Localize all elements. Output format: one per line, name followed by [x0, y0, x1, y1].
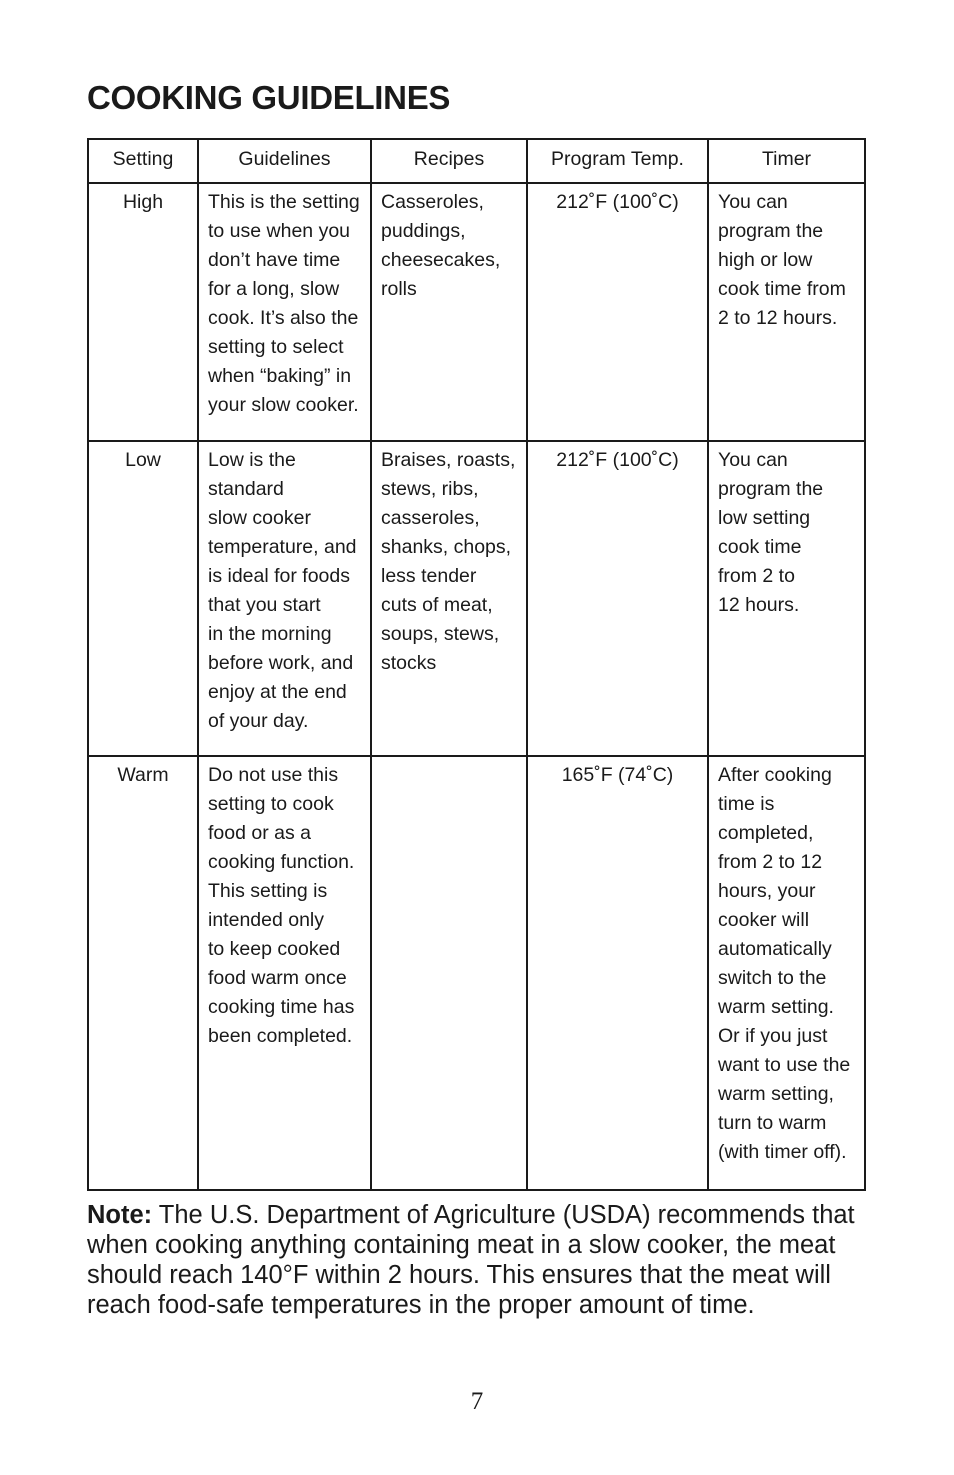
- cell-line: stocks: [381, 652, 437, 674]
- cell-line: temperature, and: [208, 536, 357, 558]
- cell-line: switch to the: [718, 967, 827, 989]
- header-program-temp: Program Temp.: [527, 139, 708, 183]
- cell-line: that you start: [208, 594, 321, 616]
- cell-line: Low is the: [208, 449, 296, 471]
- cell-line: cook time from: [718, 278, 846, 300]
- cell-line: rolls: [381, 278, 417, 300]
- program-temp-cell: 212˚F (100˚C): [527, 183, 708, 441]
- cell-line: You can: [718, 449, 788, 471]
- cell-line: when “baking” in: [208, 365, 352, 387]
- cell-line: 2 to 12 hours.: [718, 307, 838, 329]
- cell-line: from 2 to: [718, 565, 795, 587]
- cell-line: hours, your: [718, 880, 816, 902]
- header-guidelines: Guidelines: [198, 139, 371, 183]
- page-number: 7: [470, 1388, 484, 1415]
- cell-line: cooking time has: [208, 996, 355, 1018]
- cell-line: cook. It’s also the: [208, 307, 359, 329]
- timer-cell: [708, 441, 865, 756]
- header-recipes: Recipes: [371, 139, 527, 183]
- note-label: Note:: [87, 1201, 153, 1229]
- cell-line: cooker will: [718, 909, 810, 931]
- usda-note: [87, 1200, 877, 1320]
- cell-line: program the: [718, 220, 824, 242]
- cell-line: your slow cooker.: [208, 394, 359, 416]
- recipes-cell: [371, 441, 527, 756]
- cell-line: setting to cook: [208, 793, 334, 815]
- cell-line: You can: [718, 191, 788, 213]
- cell-line: program the: [718, 478, 824, 500]
- table-row: [88, 183, 865, 441]
- table-row: [88, 756, 865, 1190]
- header-timer: Timer: [708, 139, 865, 183]
- cell-line: in the morning: [208, 623, 332, 645]
- cell-line: enjoy at the end: [208, 681, 347, 703]
- cell-line: to keep cooked: [208, 938, 341, 960]
- cell-line: Do not use this: [208, 764, 339, 786]
- guidelines-cell: [198, 756, 371, 1190]
- guidelines-cell: [198, 441, 371, 756]
- setting-cell: High: [88, 183, 198, 441]
- cell-line: stews, ribs,: [381, 478, 479, 500]
- cell-line: 12 hours.: [718, 594, 800, 616]
- cell-line: low setting: [718, 507, 811, 529]
- cell-line: to use when you: [208, 220, 351, 242]
- recipes-cell: [371, 756, 527, 1190]
- cell-line: from 2 to 12: [718, 851, 823, 873]
- program-temp-cell: 212˚F (100˚C): [527, 441, 708, 756]
- guidelines-cell: [198, 183, 371, 441]
- cell-line: food or as a: [208, 822, 311, 844]
- cell-line: been completed.: [208, 1025, 353, 1047]
- table-row: [88, 441, 865, 756]
- cell-line: warm setting,: [718, 1083, 834, 1105]
- cell-line: time is: [718, 793, 775, 815]
- page-title: COOKING GUIDELINES: [87, 79, 451, 116]
- cell-line: (with timer off).: [718, 1141, 847, 1163]
- note-text: The U.S. Department of Agriculture (USDA) recommends that when cooking anything containing meat in a slow cooker, the meat should reach 140°F within 2 hours. This ensures that the meat will reach food-safe temperatures in the proper amount of time.: [87, 1201, 855, 1319]
- cell-line: setting to select: [208, 336, 344, 358]
- program-temp-cell: 165˚F (74˚C): [527, 756, 708, 1190]
- cell-line: soups, stews,: [381, 623, 500, 645]
- cell-line: This is the setting: [208, 191, 360, 213]
- cell-line: slow cooker: [208, 507, 311, 529]
- header-setting: Setting: [88, 139, 198, 183]
- setting-cell: Warm: [88, 756, 198, 1190]
- cell-line: cook time: [718, 536, 802, 558]
- cell-line: don’t have time: [208, 249, 341, 271]
- cell-line: automatically: [718, 938, 832, 960]
- cell-line: less tender: [381, 565, 477, 587]
- cell-line: want to use the: [718, 1054, 851, 1076]
- table-header-row: [88, 139, 865, 183]
- cell-line: casseroles,: [381, 507, 480, 529]
- cell-line: food warm once: [208, 967, 347, 989]
- cell-line: turn to warm: [718, 1112, 827, 1134]
- cell-line: Or if you just: [718, 1025, 828, 1047]
- cell-line: cheesecakes,: [381, 249, 501, 271]
- cell-line: cuts of meat,: [381, 594, 493, 616]
- setting-cell: Low: [88, 441, 198, 756]
- cell-line: cooking function.: [208, 851, 355, 873]
- cell-line: before work, and: [208, 652, 354, 674]
- cell-line: warm setting.: [718, 996, 834, 1018]
- timer-cell: [708, 756, 865, 1190]
- cell-line: completed,: [718, 822, 814, 844]
- cell-line: This setting is: [208, 880, 328, 902]
- cell-line: standard: [208, 478, 284, 500]
- cell-line: is ideal for foods: [208, 565, 350, 587]
- cell-line: intended only: [208, 909, 325, 931]
- cell-line: Casseroles,: [381, 191, 484, 213]
- cooking-guidelines-table: [87, 138, 866, 1191]
- timer-cell: [708, 183, 865, 441]
- cell-line: puddings,: [381, 220, 466, 242]
- cell-line: After cooking: [718, 764, 832, 786]
- recipes-cell: [371, 183, 527, 441]
- cell-line: Braises, roasts,: [381, 449, 516, 471]
- cell-line: of your day.: [208, 710, 309, 732]
- cell-line: for a long, slow: [208, 278, 340, 300]
- cell-line: shanks, chops,: [381, 536, 512, 558]
- cell-line: high or low: [718, 249, 813, 271]
